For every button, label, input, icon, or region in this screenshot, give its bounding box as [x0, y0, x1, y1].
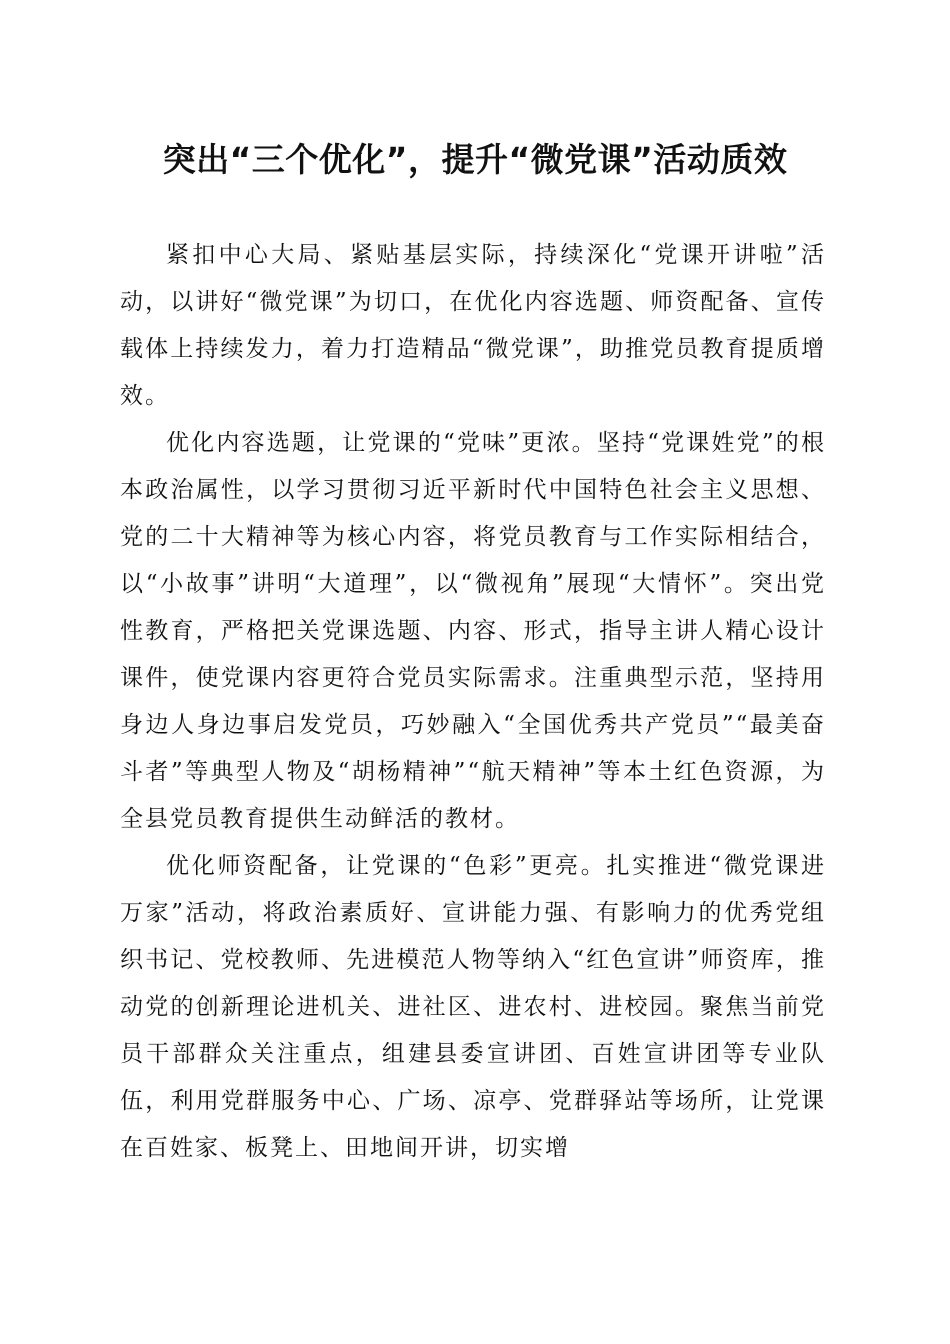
- paragraph-intro: 紧扣中心大局、紧贴基层实际，持续深化“党课开讲啦”活动，以讲好“微党课”为切口，在优化内容选题、师资配备、宣传载体上持续发力，着力打造精品“微党课”，助推党员教育提质增效。: [120, 242, 826, 409]
- paragraph-teacher-allocation: 优化师资配备，让党课的“色彩”更亮。扎实推进“微党课进万家”活动，将政治素质好、宣讲能力强、有影响力的优秀党组织书记、党校教师、先进模范人物等纳入“红色宣讲”师资库，推动党的创新理论进机关、进社区、进农村、进校园。聚焦当前党员干部群众关注重点，组建县委宣讲团、百姓宣讲团等专业队伍，利用党群服务中心、广场、凉亭、党群驿站等场所，让党课在百姓家、板凳上、田地间开讲，切实增: [120, 853, 826, 1161]
- document-title: 突出“三个优化”，提升“微党课”活动质效: [162, 140, 788, 179]
- paragraph-content-topics: 优化内容选题，让党课的“党味”更浓。坚持“党课姓党”的根本政治属性，以学习贯彻习近平新时代中国特色社会主义思想、党的二十大精神等为核心内容，将党员教育与工作实际相结合，以“小故事”讲明“大道理”，以“微视角”展现“大情怀”。突出党性教育，严格把关党课选题、内容、形式，指导主讲人精心设计课件，使党课内容更符合党员实际需求。注重典型示范，坚持用身边人身边事启发党员，巧妙融入“全国优秀共产党员”“最美奋斗者”等典型人物及“胡杨精神”“航天精神”等本土红色资源，为全县党员教育提供生动鲜活的教材。: [120, 430, 826, 832]
- document-body: [120, 232, 826, 1172]
